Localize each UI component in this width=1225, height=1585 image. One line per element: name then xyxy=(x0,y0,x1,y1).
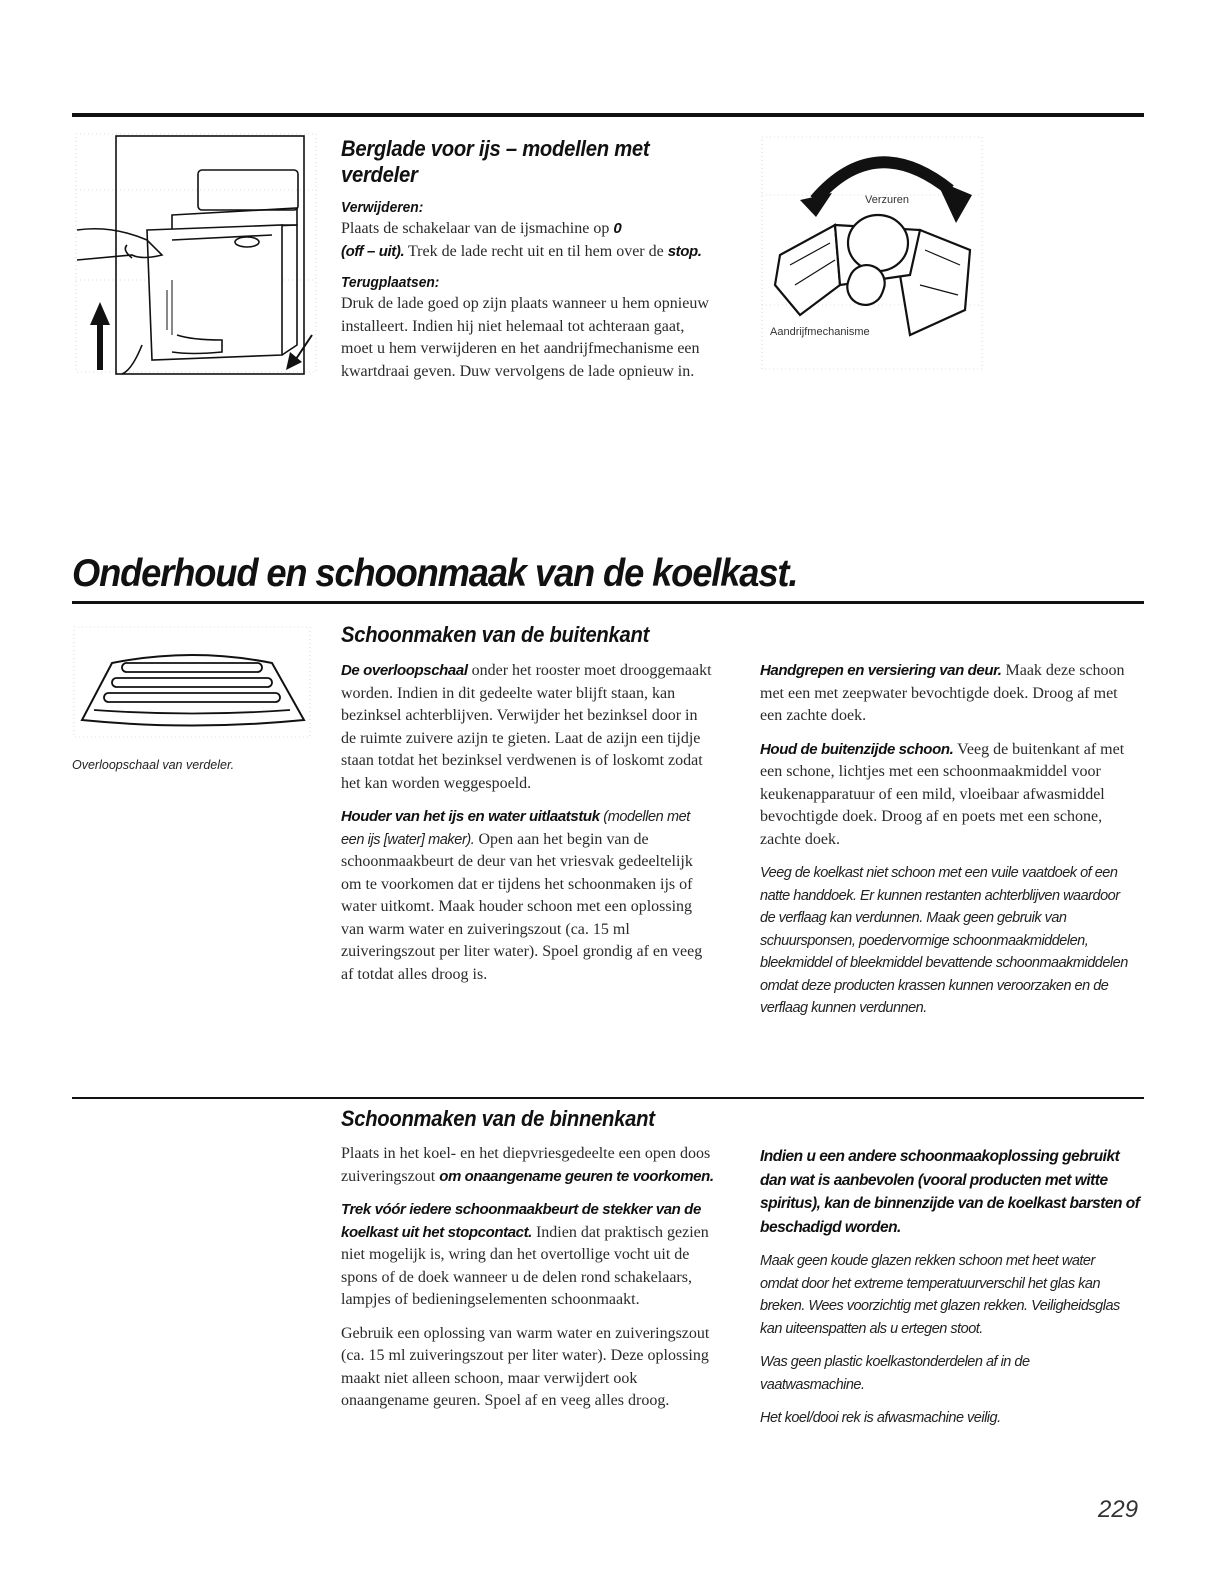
defrost-rack-note: Het koel/dooi rek is afwasmachine veilig. xyxy=(760,1410,1001,1426)
title-rule xyxy=(72,601,1144,604)
remove-heading: Verwijderen: xyxy=(341,199,424,216)
unplug-paragraph: Trek vóór iedere schoonmaakbeurt de stekker van de koelkast uit het stopcontact. Indien dat praktisch gezien niet mogelijk is, wring dan het overtollige vocht uit de spons of de doek wanneer u de delen rond schakelaars, lampjes of bedieningselementen schoonmaakt. xyxy=(341,1201,709,1308)
baking-soda-paragraph: Plaats in het koel- en het diepvriesgedeelte een open doos zuiveringszout om onaangename geuren te voorkomen. xyxy=(341,1145,714,1185)
ice-bucket-title-line2: verdeler xyxy=(341,162,418,187)
drive-label: Aandrijfmechanisme xyxy=(770,326,870,338)
dispenser-paragraph: Houder van het ijs en water uitlaatstuk (modellen met een ijs [water] maker). Open aan het begin van de schoonmaakbeurt de deur van het vriesvak gedeeltelijk om te voorkomen dat er tijdens het schoonmaken ijs of water uitkomt. Maak houder schoon met een oplossing van warm water en zuiveringszout (ca. 15 ml zuiveringszout per liter water). Spoel grondig af en veeg af totdat alles droog is. xyxy=(341,808,703,983)
outside-warning-note: Veeg de koelkast niet schoon met een vuile vaatdoek of een natte handdoek. Er kunnen restanten achterblijven waardoor de verflaag kan verdunnen. Maak geen gebruik van schuursponsen, poedervormige schoonmaakmiddelen, bleekmiddel of bleekmiddel bevattende schoonmaakmiddelen omdat deze producten krassen kunnen veroorzaken en de verflaag kunnen verdunnen. xyxy=(760,865,1128,1016)
page-number: 229 xyxy=(1098,1496,1139,1523)
ice-bucket-illustration xyxy=(72,130,322,380)
section-rule xyxy=(72,1097,1144,1099)
overflow-paragraph: De overloopschaal onder het rooster moet drooggemaakt worden. Indien in dit gedeelte water blijft staan, kan bezinksel achterblijven. Verwijder het bezinksel door in de ruimte zuivere azijn te gieten. Laat de azijn een tijdje staan totdat het bezinksel verdwenen is of loskomt zodat het kan worden weggespoeld. xyxy=(341,662,712,792)
overflow-tray-caption: Overloopschaal van verdeler. xyxy=(72,758,235,772)
page-title: Onderhoud en schoonmaak van de koelkast. xyxy=(72,552,798,595)
ice-bucket-title: Berglade voor ijs – modellen met xyxy=(341,136,650,161)
dishwasher-note: Was geen plastic koelkastonderdelen af in de vaatwasmachine. xyxy=(760,1354,1030,1393)
inside-warning: Indien u een andere schoonmaakoplossing gebruikt dan wat is aanbevolen (vooral producten met witte spiritus), kan de binnenzijde van de koelkast barsten of beschadigd worden. xyxy=(760,1148,1140,1236)
top-rule xyxy=(72,113,1144,117)
replace-text: Druk de lade goed op zijn plaats wanneer u hem opnieuw installeert. Indien hij niet helemaal tot achteraan gaat, moet u hem verwijderen en het aandrijfmechanisme een kwartdraai geven. Duw vervolgens de lade opnieuw in. xyxy=(341,295,709,380)
handles-paragraph: Handgrepen en versiering van deur. Maak deze schoon met een met zeepwater bevochtigde doek. Droog af met een zachte doek. xyxy=(760,662,1125,724)
outside-heading: Schoonmaken van de buitenkant xyxy=(341,622,650,647)
inside-heading: Schoonmaken van de binnenkant xyxy=(341,1106,655,1131)
solution-paragraph: Gebruik een oplossing van warm water en zuiveringszout (ca. 15 ml zuiveringszout per liter water). Deze oplossing maakt niet alleen schoon, maar verwijdert ook onaangename geuren. Spoel af en veeg alles droog. xyxy=(341,1324,710,1409)
glass-shelf-note: Maak geen koude glazen rekken schoon met heet water omdat door het extreme temperatuurverschil het glas kan breken. Wees voorzichtig met glazen rekken. Veiligheidsglas kan uiteenspatten als u ertegen stoot. xyxy=(760,1253,1120,1337)
overflow-tray-illustration xyxy=(72,625,312,740)
outside-clean-paragraph: Houd de buitenzijde schoon. Veeg de buitenkant af met een schone, lichtjes met een schoonmaakmiddel voor keukenapparatuur of een mild, vloeibaar afwasmiddel bevochtigde doek. Droog af en poets met een schone, zachte doek. xyxy=(760,740,1125,848)
drive-mechanism-illustration xyxy=(760,135,985,380)
turn-label: Verzuren xyxy=(865,194,910,206)
replace-heading: Terugplaatsen: xyxy=(341,274,440,291)
remove-text: Plaats de schakelaar van de ijsmachine op 0 (off – uit). Trek de lade recht uit en til hem over de stop. xyxy=(341,220,702,260)
